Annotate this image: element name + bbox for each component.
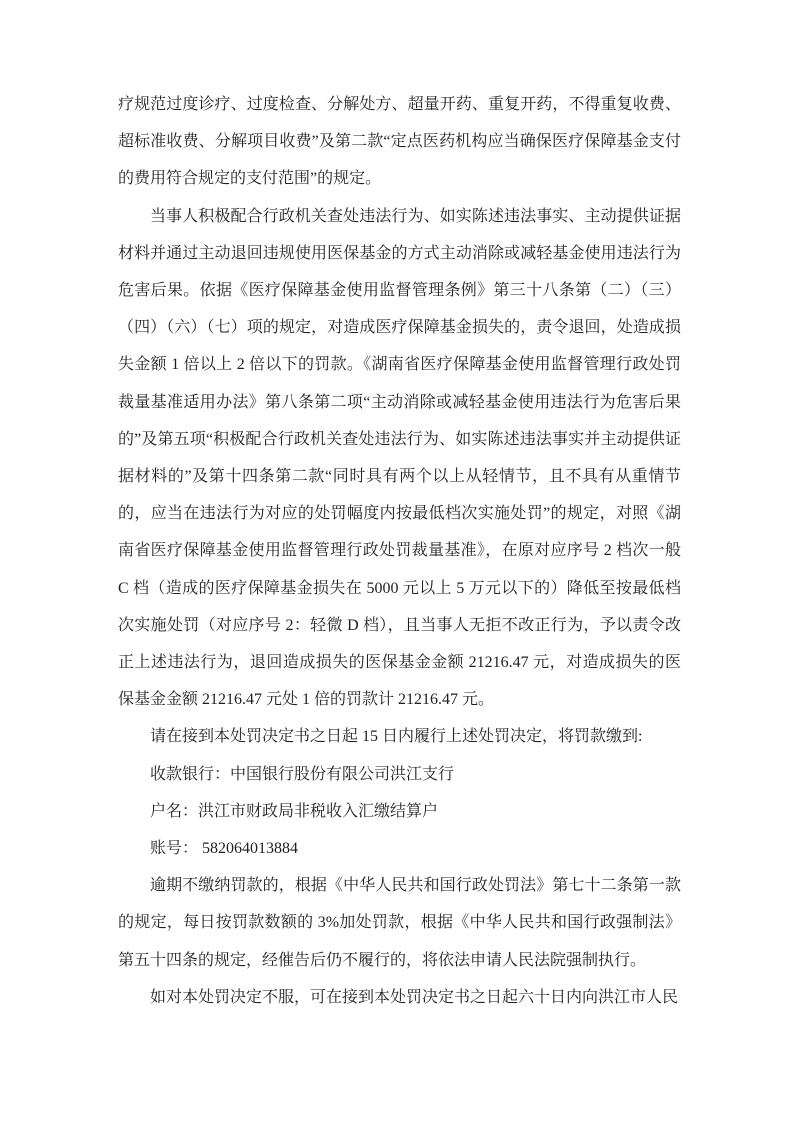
paragraph: 当事人积极配合行政机关查处违法行为、如实陈述违法事实、主动提供证据材料并通过主动退回违规使用医保基金的方式主动消除或减轻基金使用违法行为危害后果。依据《医疗保障基金使用监督管理条例》第三十八条第（二）（三）（四）（六）（七）项的规定，对造成医疗保障基金损失的，责令退回，处造成损失金额 1 倍以上 2 倍以下的罚款。《湖南省医疗保障基金使用监督管理行政处罚裁量基准适用办法》第八条第二项“主动消除或减轻基金使用违法行为危害后果的”及第五项“积极配合行政机关查处违法行为、如实陈述违法事实并主动提供证据材料的”及第十四条第二款“同时具有两个以上从轻情节，且不具有从重情节的，应当在违法行为对应的处罚幅度内按最低档次实施处罚”的规定，对照《湖南省医疗保障基金使用监督管理行政处罚裁量基准》，在原对应序号 2 档次一般 C 档（造成的医疗保障基金损失在 5000 元以上 5 万元以下的）降低至按最低档次实施处罚（对应序号 2：轻微 D 档），且当事人无拒不改正行为，予以责令改正上述违法行为，退回造成损失的医保基金金额 21216.47 元，对造成损失的医保基金金额 21216.47 元处 1 倍的罚款计 21216.47 元。 (118, 207, 681, 709)
document-body (118, 86, 681, 1016)
paragraph: 账号： 582064013884 (150, 840, 299, 858)
paragraph: 收款银行：中国银行股份有限公司洪江支行 (150, 765, 455, 783)
paragraph: 请在接到本处罚决定书之日起 15 日内履行上述处罚决定，将罚款缴到: (150, 728, 643, 746)
paragraph: 逾期不缴纳罚款的，根据《中华人民共和国行政处罚法》第七十二条第一款的规定，每日按罚款数额的 3%加处罚款，根据《中华人民共和国行政强制法》第五十四条的规定，经催告后仍不履行的，将依法申请人民法院强制执行。 (118, 877, 681, 969)
paragraph: 疗规范过度诊疗、过度检查、分解处方、超量开药、重复开药，不得重复收费、超标准收费、分解项目收费”及第二款“定点医药机构应当确保医疗保障基金支付的费用符合规定的支付范围”的规定。 (118, 96, 681, 188)
paragraph: 如对本处罚决定不服，可在接到本处罚决定书之日起六十日内向洪江市人民 (150, 988, 679, 1006)
paragraph: 户名：洪江市财政局非税收入汇缴结算户 (150, 802, 439, 820)
